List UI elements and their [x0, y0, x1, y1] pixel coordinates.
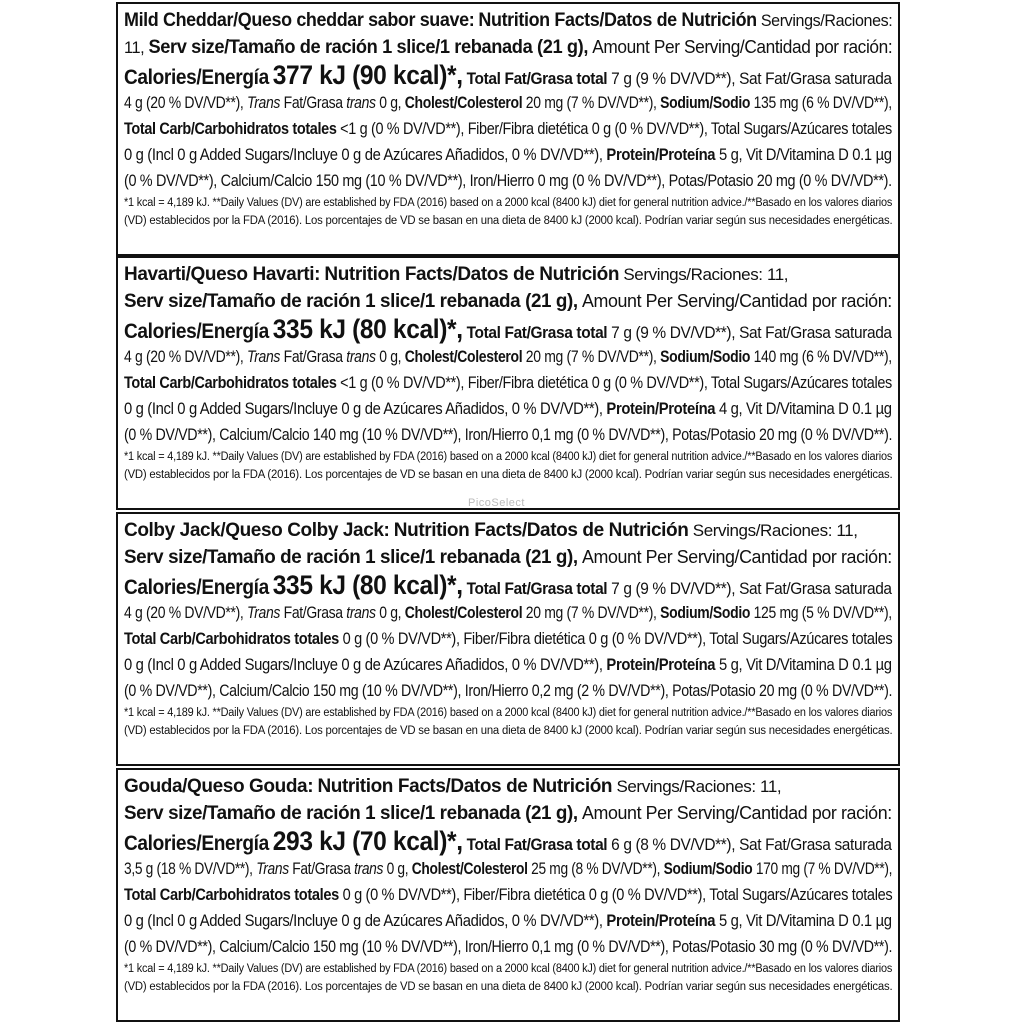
- potas-label: Potas/Potasio: [668, 171, 754, 190]
- iron-label: Iron/Hierro: [469, 171, 534, 190]
- total-fat-value: 7 g (9 % DV/VD**),: [611, 579, 736, 598]
- iron-value: 0 mg (0 % DV/VD**),: [537, 171, 665, 190]
- vitd-value: 0.1 µg: [852, 655, 892, 674]
- total-fat-label: Total Fat/Grasa total: [466, 69, 608, 88]
- total-fat-value: 6 g (8 % DV/VD**),: [611, 835, 736, 854]
- iron-value: 0,1 mg (0 % DV/VD**),: [531, 937, 669, 956]
- vitd-dv: (0 % DV/VD**),: [124, 681, 216, 700]
- iron-value: 0,2 mg (2 % DV/VD**),: [531, 681, 669, 700]
- nutrient-line-2: [124, 344, 892, 370]
- product-name: Havarti/Queso Havarti:: [124, 264, 321, 285]
- calories-line: [124, 314, 892, 344]
- vitd-value: 0.1 µg: [852, 399, 892, 418]
- vitd-value: 0.1 µg: [852, 911, 892, 930]
- trans-fat-value: 0 g,: [386, 859, 409, 878]
- nutrition-heading: Nutrition Facts/Datos de Nutrición: [324, 264, 620, 285]
- iron-label: Iron/Hierro: [464, 937, 529, 956]
- trans-suffix: trans: [346, 93, 376, 112]
- sugars-label: Total Sugars/Azúcares totales: [709, 885, 893, 904]
- fiber-label: Fiber/Fibra dietética: [467, 373, 589, 392]
- sugars-value: 0 g: [124, 399, 144, 418]
- vitd-label: Vit D/Vitamina D: [746, 911, 849, 930]
- sodium-value: 135 mg (6 % DV/VD**),: [753, 93, 892, 112]
- footnote-1: *1 kcal = 4,189 kJ. **Daily Values (DV) are established by FDA (2016) based on a 2000 kcal (8400 kJ) diet for general nutrition advice./**Basado en los valores diarios: [124, 451, 893, 463]
- watermark: PicoSelect: [468, 497, 525, 509]
- panel-header: [124, 8, 893, 34]
- panel-header: [124, 518, 892, 544]
- trans-mid: Fat/Grasa: [280, 347, 347, 366]
- sat-fat-value: 4 g (20 % DV/VD**),: [124, 93, 244, 112]
- potas-value: 20 mg (0 % DV/VD**).: [756, 171, 892, 190]
- footnote-1: *1 kcal = 4,189 kJ. **Daily Values (DV) are established by FDA (2016) based on a 2000 kcal (8400 kJ) diet for general nutrition advice./**Basado en los valores diarios: [124, 197, 893, 209]
- vitd-label: Vit D/Vitamina D: [746, 655, 849, 674]
- carb-value: <1 g (0 % DV/VD**),: [340, 119, 465, 138]
- carb-value: <1 g (0 % DV/VD**),: [340, 373, 465, 392]
- calcium-label: Calcium/Calcio: [219, 937, 310, 956]
- nutrition-panel-mild-cheddar: [116, 2, 900, 256]
- carb-label: Total Carb/Carbohidratos totales: [124, 885, 339, 904]
- nutrition-heading: Nutrition Facts/Datos de Nutrición: [478, 10, 757, 31]
- carb-label: Total Carb/Carbohidratos totales: [124, 373, 337, 392]
- vitd-label: Vit D/Vitamina D: [746, 399, 849, 418]
- product-name: Gouda/Queso Gouda:: [124, 776, 314, 797]
- servings-count: 11,: [124, 38, 145, 57]
- trans-prefix: Trans: [256, 859, 289, 878]
- sugars-label: Total Sugars/Azúcares totales: [710, 373, 892, 392]
- calories-value: 335 kJ (80 kcal)*,: [272, 314, 463, 344]
- trans-fat-value: 0 g,: [379, 603, 402, 622]
- potas-value: 30 mg (0 % DV/VD**).: [759, 937, 893, 956]
- protein-value: 5 g,: [718, 655, 743, 674]
- protein-label: Protein/Proteína: [606, 145, 716, 164]
- trans-fat-value: 0 g,: [379, 347, 402, 366]
- iron-label: Iron/Hierro: [464, 681, 529, 700]
- total-fat-value: 7 g (9 % DV/VD**),: [611, 69, 736, 88]
- sodium-label: Sodium/Sodio: [660, 603, 751, 622]
- cholest-value: 20 mg (7 % DV/VD**),: [525, 603, 657, 622]
- added-sugars: (Incl 0 g Added Sugars/Incluye 0 g de Azúcares Añadidos, 0 % DV/VD**),: [147, 399, 603, 418]
- sugars-label: Total Sugars/Azúcares totales: [709, 629, 893, 648]
- potas-value: 20 mg (0 % DV/VD**).: [759, 425, 893, 444]
- total-fat-label: Total Fat/Grasa total: [466, 323, 608, 342]
- calcium-value: 140 mg (10 % DV/VD**),: [312, 425, 462, 444]
- calories-line: [124, 826, 892, 856]
- amount-per-serving: Amount Per Serving/Cantidad por ración:: [582, 803, 892, 823]
- product-name: Mild Cheddar/Queso cheddar sabor suave:: [124, 10, 475, 31]
- trans-prefix: Trans: [247, 347, 281, 366]
- calcium-value: 150 mg (10 % DV/VD**),: [315, 171, 466, 190]
- iron-label: Iron/Hierro: [464, 425, 529, 444]
- footnote-2: (VD) establecidos por la FDA (2016). Los porcentajes de VD se basan en una dieta de 8400 kJ (2000 kcal). Podrían variar según sus necesidades energéticas.: [124, 981, 893, 993]
- trans-mid: Fat/Grasa: [280, 93, 347, 112]
- cholest-value: 20 mg (7 % DV/VD**),: [525, 93, 657, 112]
- added-sugars: (Incl 0 g Added Sugars/Incluye 0 g de Azúcares Añadidos, 0 % DV/VD**),: [147, 655, 603, 674]
- serving-size: Serv size/Tamaño de ración 1 slice/1 rebanada (21 g),: [148, 37, 589, 58]
- fiber-value: 0 g (0 % DV/VD**),: [591, 119, 708, 138]
- footnote-2: (VD) establecidos por la FDA (2016). Los porcentajes de VD se basan en una dieta de 8400 kJ (2000 kcal). Podrían variar según sus necesidades energéticas.: [124, 469, 893, 481]
- trans-suffix: trans: [354, 859, 384, 878]
- serving-size: Serv size/Tamaño de ración 1 slice/1 rebanada (21 g),: [124, 803, 578, 824]
- nutrient-line-3: [124, 882, 893, 908]
- trans-mid: Fat/Grasa: [288, 859, 355, 878]
- panel-header: [124, 774, 892, 800]
- protein-value: 5 g,: [718, 911, 743, 930]
- calories-value: 377 kJ (90 kcal)*,: [272, 60, 463, 90]
- sugars-value: 0 g: [124, 655, 144, 674]
- trans-fat-value: 0 g,: [379, 93, 402, 112]
- vitd-label: Vit D/Vitamina D: [746, 145, 849, 164]
- potas-label: Potas/Potasio: [672, 681, 756, 700]
- calcium-value: 150 mg (10 % DV/VD**),: [312, 681, 462, 700]
- nutrient-line-4: [124, 652, 892, 678]
- sat-fat-label: Sat Fat/Grasa saturada: [739, 323, 892, 342]
- calories-label: Calories/Energía: [124, 66, 269, 89]
- nutrient-line-5: [124, 678, 893, 704]
- carb-value: 0 g (0 % DV/VD**),: [342, 629, 460, 648]
- sodium-value: 140 mg (6 % DV/VD**),: [753, 347, 892, 366]
- calories-line: [124, 60, 892, 90]
- cholest-value: 20 mg (7 % DV/VD**),: [525, 347, 657, 366]
- calcium-label: Calcium/Calcio: [219, 425, 310, 444]
- sodium-value: 125 mg (5 % DV/VD**),: [753, 603, 892, 622]
- trans-mid: Fat/Grasa: [280, 603, 347, 622]
- added-sugars: (Incl 0 g Added Sugars/Incluye 0 g de Azúcares Añadidos, 0 % DV/VD**),: [147, 911, 603, 930]
- vitd-value: 0.1 µg: [852, 145, 892, 164]
- servings: Servings/Raciones: 11,: [692, 521, 858, 540]
- cholest-label: Cholest/Colesterol: [404, 603, 523, 622]
- vitd-dv: (0 % DV/VD**),: [124, 425, 216, 444]
- carb-label: Total Carb/Carbohidratos totales: [124, 119, 337, 138]
- nutrition-heading: Nutrition Facts/Datos de Nutrición: [393, 520, 689, 541]
- calcium-label: Calcium/Calcio: [219, 681, 310, 700]
- potas-label: Potas/Potasio: [672, 937, 756, 956]
- serving-line: [124, 544, 892, 570]
- nutrient-line-5: [124, 422, 893, 448]
- calories-line: [124, 570, 892, 600]
- calories-label: Calories/Energía: [124, 320, 269, 343]
- total-fat-label: Total Fat/Grasa total: [466, 835, 608, 854]
- sugars-value: 0 g: [124, 911, 144, 930]
- footnote-1: *1 kcal = 4,189 kJ. **Daily Values (DV) are established by FDA (2016) based on a 2000 kcal (8400 kJ) diet for general nutrition advice./**Basado en los valores diarios: [124, 707, 893, 719]
- trans-prefix: Trans: [247, 93, 281, 112]
- nutrition-panel-havarti: [116, 256, 900, 510]
- calcium-label: Calcium/Calcio: [220, 171, 312, 190]
- vitd-dv: (0 % DV/VD**),: [124, 171, 217, 190]
- sat-fat-label: Sat Fat/Grasa saturada: [739, 835, 892, 854]
- calcium-value: 150 mg (10 % DV/VD**),: [312, 937, 462, 956]
- nutrient-line-2: [124, 600, 892, 626]
- potas-value: 20 mg (0 % DV/VD**).: [759, 681, 893, 700]
- iron-value: 0,1 mg (0 % DV/VD**),: [531, 425, 669, 444]
- calories-label: Calories/Energía: [124, 576, 269, 599]
- cholest-label: Cholest/Colesterol: [404, 347, 523, 366]
- carb-label: Total Carb/Carbohidratos totales: [124, 629, 339, 648]
- amount-per-serving: Amount Per Serving/Cantidad por ración:: [582, 291, 892, 311]
- sodium-label: Sodium/Sodio: [663, 859, 753, 878]
- calories-value: 293 kJ (70 kcal)*,: [272, 826, 463, 856]
- sat-fat-label: Sat Fat/Grasa saturada: [739, 69, 892, 88]
- amount-per-serving: Amount Per Serving/Cantidad por ración:: [582, 547, 892, 567]
- protein-label: Protein/Proteína: [606, 399, 716, 418]
- potas-label: Potas/Potasio: [672, 425, 756, 444]
- sat-fat-value: 4 g (20 % DV/VD**),: [124, 603, 244, 622]
- cholest-value: 25 mg (8 % DV/VD**),: [531, 859, 661, 878]
- serving-size: Serv size/Tamaño de ración 1 slice/1 rebanada (21 g),: [124, 547, 578, 568]
- sugars-label: Total Sugars/Azúcares totales: [710, 119, 892, 138]
- fiber-value: 0 g (0 % DV/VD**),: [588, 629, 706, 648]
- fiber-value: 0 g (0 % DV/VD**),: [588, 885, 706, 904]
- nutrition-panel-gouda: [116, 768, 900, 1022]
- nutrient-line-4: [124, 908, 892, 934]
- footnote-2: (VD) establecidos por la FDA (2016). Los porcentajes de VD se basan en una dieta de 8400 kJ (2000 kcal). Podrían variar según sus necesidades energéticas.: [124, 725, 893, 737]
- trans-suffix: trans: [346, 347, 376, 366]
- sat-fat-value: 4 g (20 % DV/VD**),: [124, 347, 244, 366]
- nutrient-line-4: [124, 396, 892, 422]
- nutrition-panel-colby-jack: [116, 512, 900, 766]
- nutrient-line-3: [124, 116, 892, 142]
- nutrient-line-2: [124, 90, 892, 116]
- sugars-value: 0 g: [124, 145, 144, 164]
- footnote-2: (VD) establecidos por la FDA (2016). Los porcentajes de VD se basan en una dieta de 8400 kJ (2000 kcal). Podrían variar según sus necesidades energéticas.: [124, 215, 893, 227]
- fiber-label: Fiber/Fibra dietética: [467, 119, 589, 138]
- protein-value: 5 g,: [718, 145, 743, 164]
- nutrient-line-5: [124, 168, 892, 194]
- fiber-label: Fiber/Fibra dietética: [463, 885, 586, 904]
- nutrient-line-3: [124, 626, 893, 652]
- sodium-label: Sodium/Sodio: [660, 347, 751, 366]
- carb-value: 0 g (0 % DV/VD**),: [342, 885, 460, 904]
- trans-prefix: Trans: [247, 603, 281, 622]
- serving-line: [124, 34, 893, 60]
- nutrition-heading: Nutrition Facts/Datos de Nutrición: [317, 776, 613, 797]
- total-fat-label: Total Fat/Grasa total: [466, 579, 608, 598]
- serving-line: [124, 288, 892, 314]
- added-sugars: (Incl 0 g Added Sugars/Incluye 0 g de Azúcares Añadidos, 0 % DV/VD**),: [147, 145, 603, 164]
- calories-label: Calories/Energía: [124, 832, 269, 855]
- cholest-label: Cholest/Colesterol: [404, 93, 523, 112]
- nutrient-line-2: [124, 856, 893, 882]
- total-fat-value: 7 g (9 % DV/VD**),: [611, 323, 736, 342]
- protein-label: Protein/Proteína: [606, 655, 716, 674]
- trans-suffix: trans: [346, 603, 376, 622]
- panel-header: [124, 262, 892, 288]
- nutrient-line-3: [124, 370, 892, 396]
- sat-fat-value: 3,5 g (18 % DV/VD**),: [124, 859, 253, 878]
- calories-value: 335 kJ (80 kcal)*,: [272, 570, 463, 600]
- nutrient-line-4: [124, 142, 892, 168]
- sodium-value: 170 mg (7 % DV/VD**),: [755, 859, 893, 878]
- nutrient-line-5: [124, 934, 893, 960]
- serving-size: Serv size/Tamaño de ración 1 slice/1 rebanada (21 g),: [124, 291, 578, 312]
- footnote-1: *1 kcal = 4,189 kJ. **Daily Values (DV) are established by FDA (2016) based on a 2000 kcal (8400 kJ) diet for general nutrition advice./**Basado en los valores diarios: [124, 963, 893, 975]
- product-name: Colby Jack/Queso Colby Jack:: [124, 520, 390, 541]
- serving-line: [124, 800, 892, 826]
- amount-per-serving: Amount Per Serving/Cantidad por ración:: [592, 37, 893, 57]
- protein-label: Protein/Proteína: [606, 911, 716, 930]
- cholest-label: Cholest/Colesterol: [411, 859, 528, 878]
- fiber-label: Fiber/Fibra dietética: [463, 629, 586, 648]
- vitd-dv: (0 % DV/VD**),: [124, 937, 216, 956]
- sodium-label: Sodium/Sodio: [660, 93, 751, 112]
- fiber-value: 0 g (0 % DV/VD**),: [591, 373, 708, 392]
- servings: Servings/Raciones: 11,: [623, 265, 789, 284]
- sat-fat-label: Sat Fat/Grasa saturada: [739, 579, 892, 598]
- servings: Servings/Raciones:: [760, 11, 893, 30]
- servings: Servings/Raciones: 11,: [616, 777, 782, 796]
- protein-value: 4 g,: [718, 399, 743, 418]
